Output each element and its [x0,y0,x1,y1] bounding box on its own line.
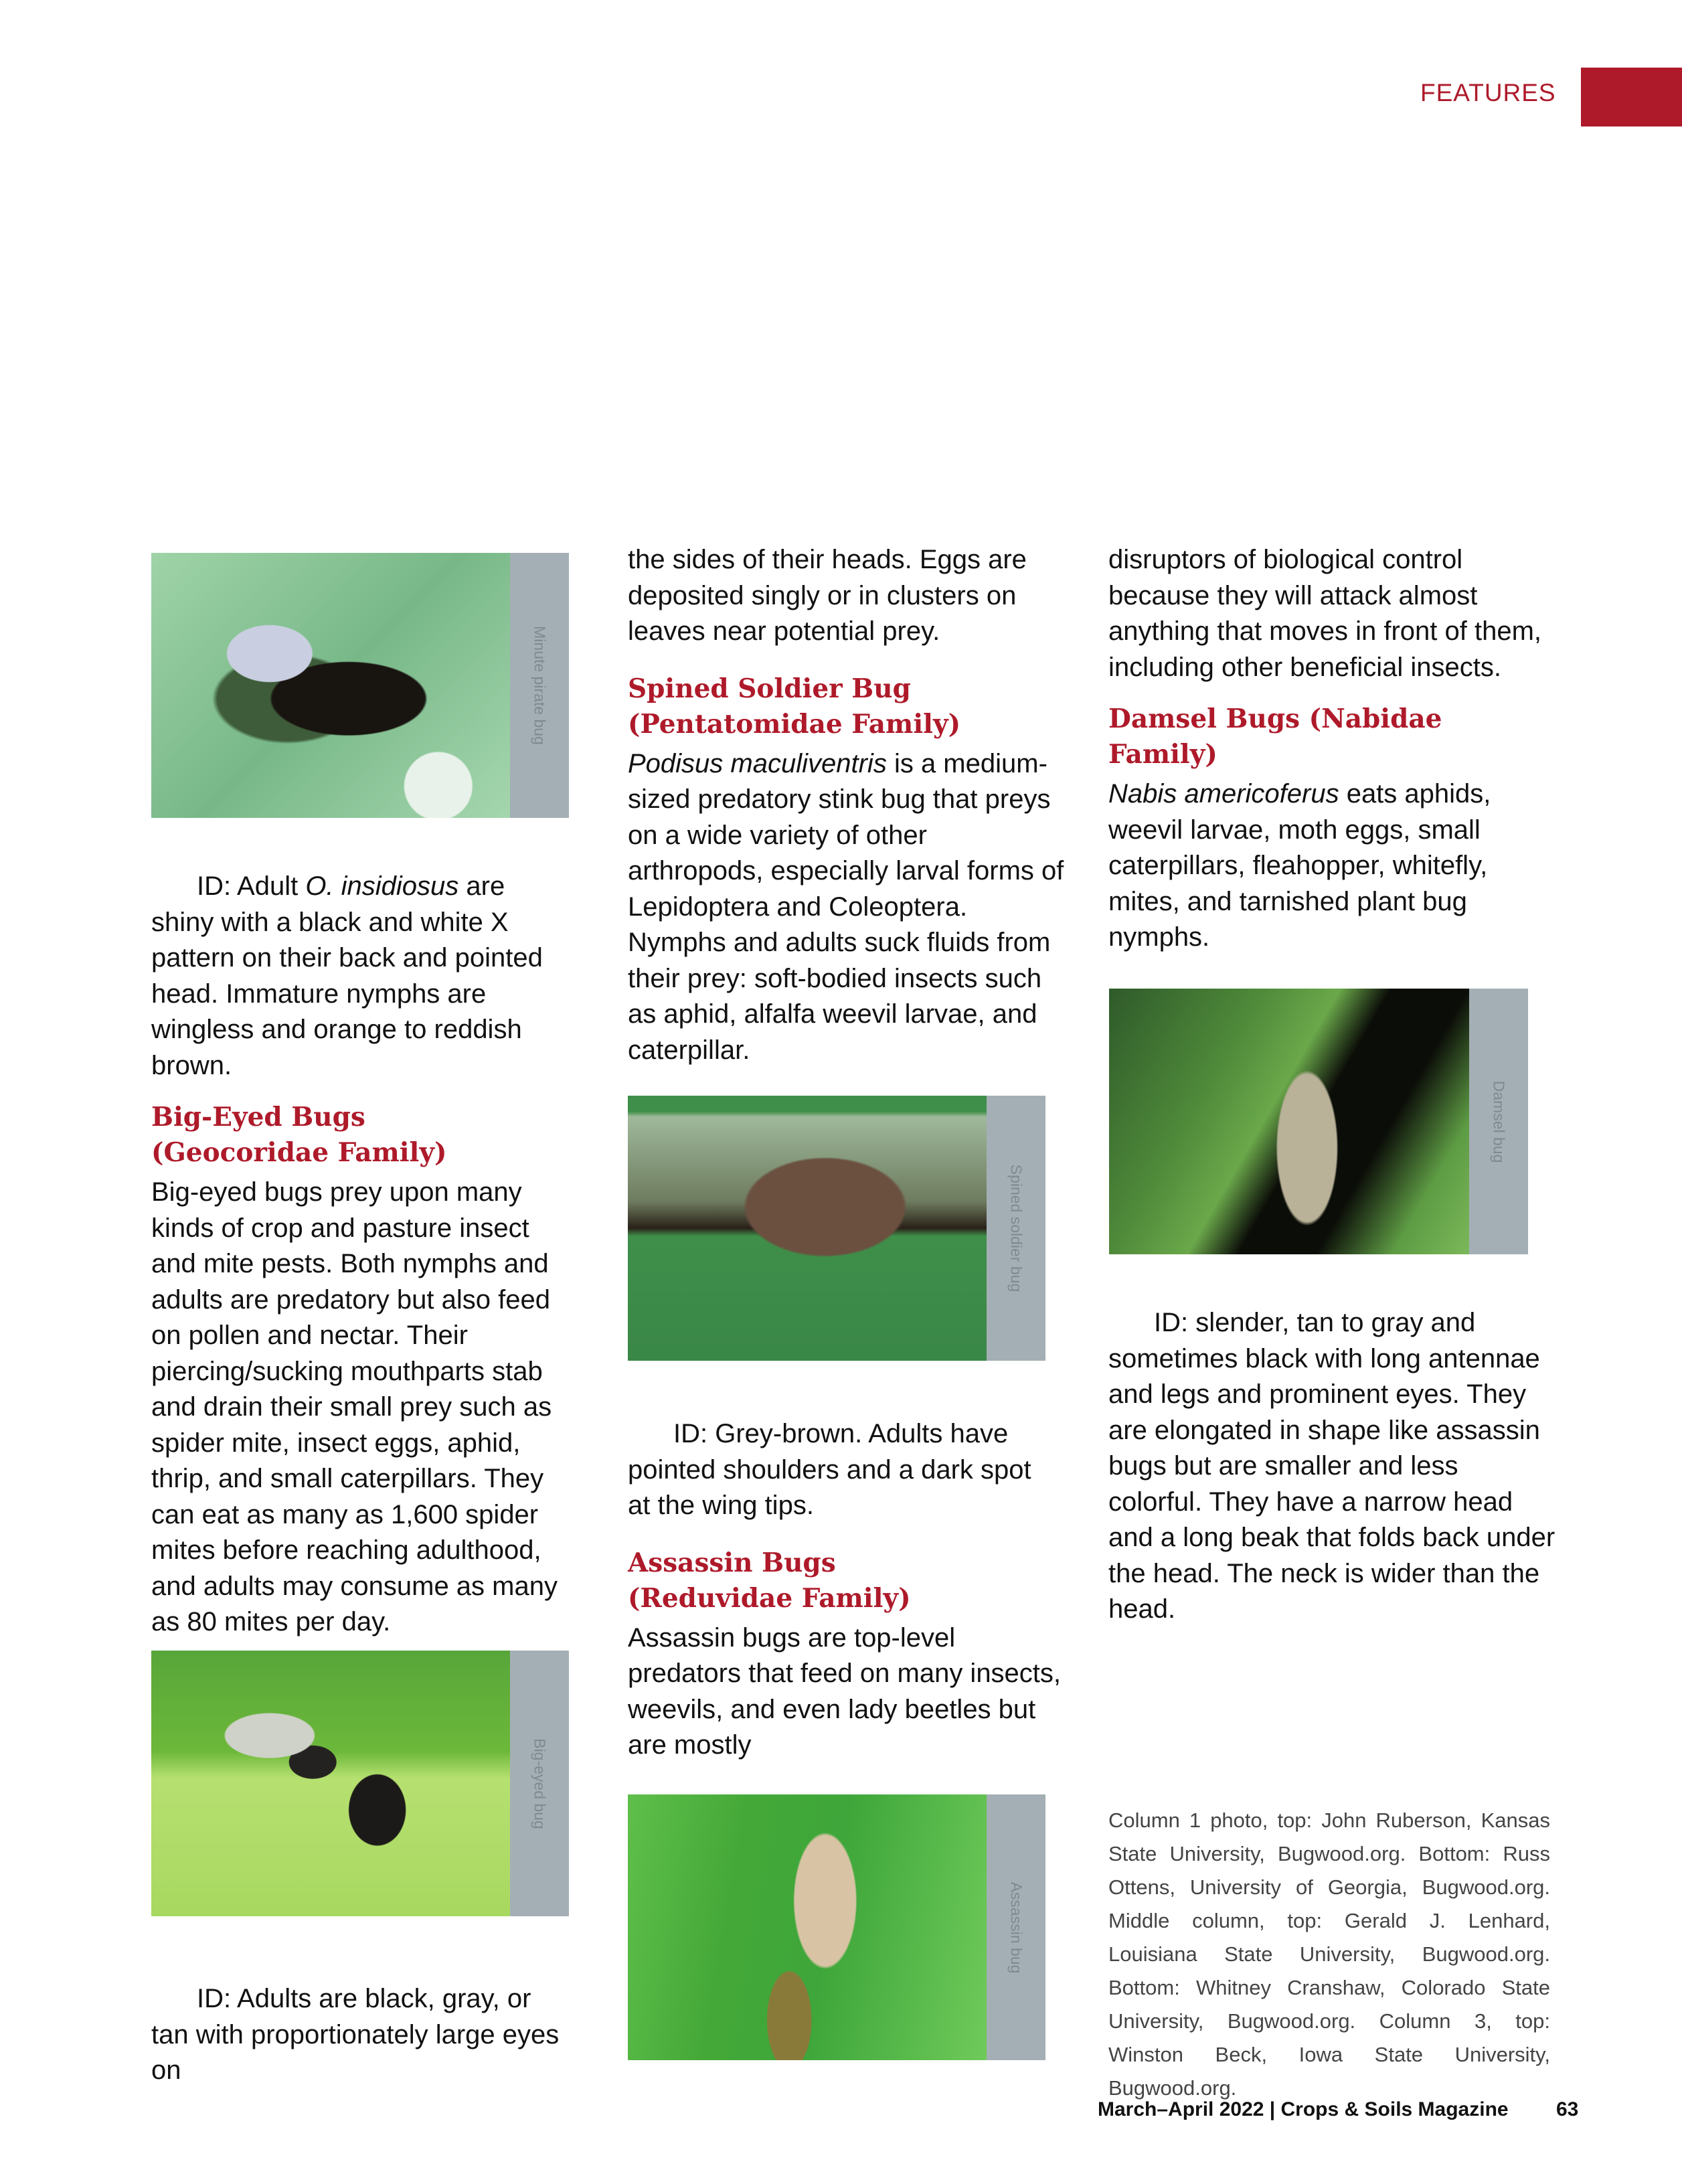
photo-minute-pirate-bug [151,553,569,818]
species-name: Nabis americoferus [1108,779,1339,809]
species-name: O. insidiosus [305,871,459,901]
spined-soldier-bug-body: Podisus maculiventris is a medium-sized predatory stink bug that preys on a wide variety of other arthropods, especially larval forms of Lepidoptera and Coleoptera. Nymphs and adults suck fluids from their prey: soft-bodied insects such as aphid, alfalfa weevil larvae, and caterpillar. [628,748,1064,1065]
continued-text: disruptors of biological control because they will attack almost anything that moves in front of them, including other beneficial insects. [1108,545,1542,682]
photo-label: Assassin bug [1007,1881,1025,1973]
photo-label-strip [1469,989,1528,1254]
heading-damsel-bugs: Damsel Bugs (Nabidae Family) [1108,703,1442,770]
page-number: 63 [1556,2098,1579,2120]
column-2-upper-text [628,542,1070,1068]
photo-label-strip [510,1651,569,1916]
column-1-upper-text [151,869,573,1641]
photo-label: Spined soldier bug [1007,1164,1025,1292]
id-big-eyed-bug: ID: Adults are black, gray, or tan with proportionately large eyes on [151,1984,560,2085]
photo-label: Big-eyed bug [531,1738,549,1829]
heading-spined-soldier-bug: Spined Soldier Bug (Pentatomidae Family) [628,673,961,740]
photo-damsel-bug [1109,989,1528,1254]
photo-label-strip [510,553,569,818]
species-name: Podisus maculiventris [628,748,887,778]
insect-photo-icon [1109,989,1469,1254]
section-label: FEATURES [1420,79,1556,106]
insect-photo-icon [151,1651,510,1916]
column-3-lower-text [1108,1305,1557,1628]
photo-assassin-bug [628,1794,1045,2060]
id-spined-soldier-bug: ID: Grey-brown. Adults have pointed shoulders and a dark spot at the wing tips. [628,1419,1031,1520]
id-minute-pirate-bug: ID: Adult O. insidiosus are shiny with a black and white X pattern on their back and pointed head. Immature nymphs are wingless and orange to reddish brown. [151,871,543,1080]
photo-credits: Column 1 photo, top: John Ruberson, Kansas State University, Bugwood.org. Bottom: Russ Ottens, University of Georgia, Bugwood.org. Middle column, top: Gerald J. Lenhard, Louisiana State University, Bugwood.org. Bottom: Whitney Cranshaw, Colorado State University, Bugwood.org. Column 3, top: Winston Beck, Iowa State University, Bugwood.org. [1108,1809,1550,2100]
insect-photo-icon [628,1096,987,1361]
column-1-lower-text [151,1981,573,2089]
photo-label-strip [987,1096,1045,1361]
id-damsel-bug: ID: slender, tan to gray and sometimes black with long antennae and legs and prominent eyes. They are elongated in shape like assassin bugs but are smaller and less colorful. They have a narrow head and a long beak that folds back under the head. The neck is wider than the head. [1108,1308,1555,1624]
heading-big-eyed-bugs: Big-Eyed Bugs (Geocoridae Family) [151,1102,447,1168]
photo-label: Damsel bug [1490,1080,1508,1163]
insect-photo-icon [151,553,510,818]
photo-big-eyed-bug [151,1651,569,1916]
photo-spined-soldier-bug [628,1096,1045,1361]
big-eyed-bugs-body: Big-eyed bugs prey upon many kinds of crop and pasture insect and mite pests. Both nymphs and adults are predatory but also feed on pollen and nectar. Their piercing/sucking mouthparts stab and drain their small prey such as spider mite, insect eggs, aphid, thrip, and small caterpillars. They can eat as many as 1,600 spider mites before reaching adulthood, and adults may consume as many as 80 mites per day. [151,1177,558,1636]
continued-text: the sides of their heads. Eggs are deposited singly or in clusters on leaves near potential prey. [628,545,1027,646]
photo-label: Minute pirate bug [531,626,549,745]
assassin-bugs-body: Assassin bugs are top-level predators that feed on many insects, weevils, and even lady beetles but are mostly [628,1622,1062,1760]
heading-assassin-bugs: Assassin Bugs (Reduvidae Family) [628,1547,911,1614]
damsel-bugs-body: Nabis americoferus eats aphids, weevil larvae, moth eggs, small caterpillars, fleahopper, whitefly, mites, and tarnished plant bug nymphs. [1108,779,1491,952]
column-3-upper-text [1108,542,1550,956]
insect-photo-icon [628,1794,987,2060]
footer-issue: March–April 2022 | Crops & Soils Magazine [1098,2098,1509,2120]
photo-label-strip [987,1794,1045,2060]
section-color-bar [1581,68,1682,127]
column-2-lower-text [628,1416,1070,1764]
